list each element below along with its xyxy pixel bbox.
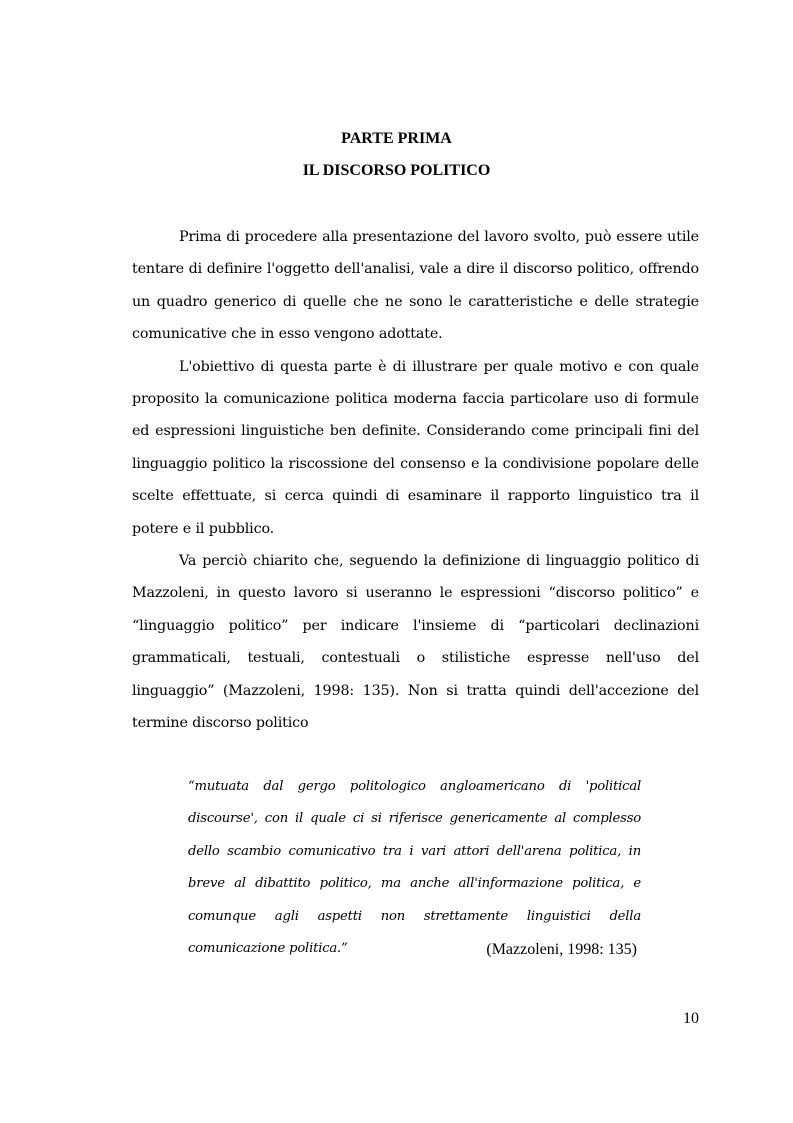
body-text — [132, 221, 699, 740]
part-title: PARTE PRIMA — [341, 130, 452, 147]
block-quote — [188, 771, 641, 965]
page-number: 10 — [683, 1010, 699, 1027]
quote-text: “mutuata dal gergo politologico angloamericano di 'political discourse', con il quale ci si riferisce genericamente al complesso dello scambio comunicativo tra i vari attori dell'arena politica, in breve al dibattito politico, ma anche all'informazione politica, e comunque agli aspetti non strettamente linguistici della comunicazione politica.” — [188, 779, 641, 957]
paragraph-intro: Prima di procedere alla presentazione del lavoro svolto, può essere utile tentare di definire l'oggetto dell'analisi, vale a dire il discorso politico, offrendo un quadro generico di quelle che ne sono le caratteristiche e delle strategie comunicative che in esso vengono adottate. — [132, 229, 699, 343]
paragraph-objective: L'obiettivo di questa parte è di illustrare per quale motivo e con quale proposito la comunicazione politica moderna faccia particolare uso di formule ed espressioni linguistiche ben definite. Considerando come principali fini del linguaggio politico la riscossione del consenso e la condivisione popolare delle scelte effettuate, si cerca quindi di esaminare il rapporto linguistico tra il potere e il pubblico. — [132, 358, 699, 537]
quote-citation: (Mazzoleni, 1998: 135) — [486, 941, 637, 958]
paragraph-definition: Va perciò chiarito che, seguendo la definizione di linguaggio politico di Mazzoleni, in questo lavoro si useranno le espressioni “discorso politico” e “linguaggio politico” per indicare l'insieme di “particolari declinazioni grammaticali, testuali, contestuali o stilistiche espresse nell'uso del linguaggio” (Mazzoleni, 1998: 135). Non si tratta quindi dell'accezione del termine discorso politico — [132, 553, 699, 732]
chapter-title: IL DISCORSO POLITICO — [302, 162, 491, 179]
